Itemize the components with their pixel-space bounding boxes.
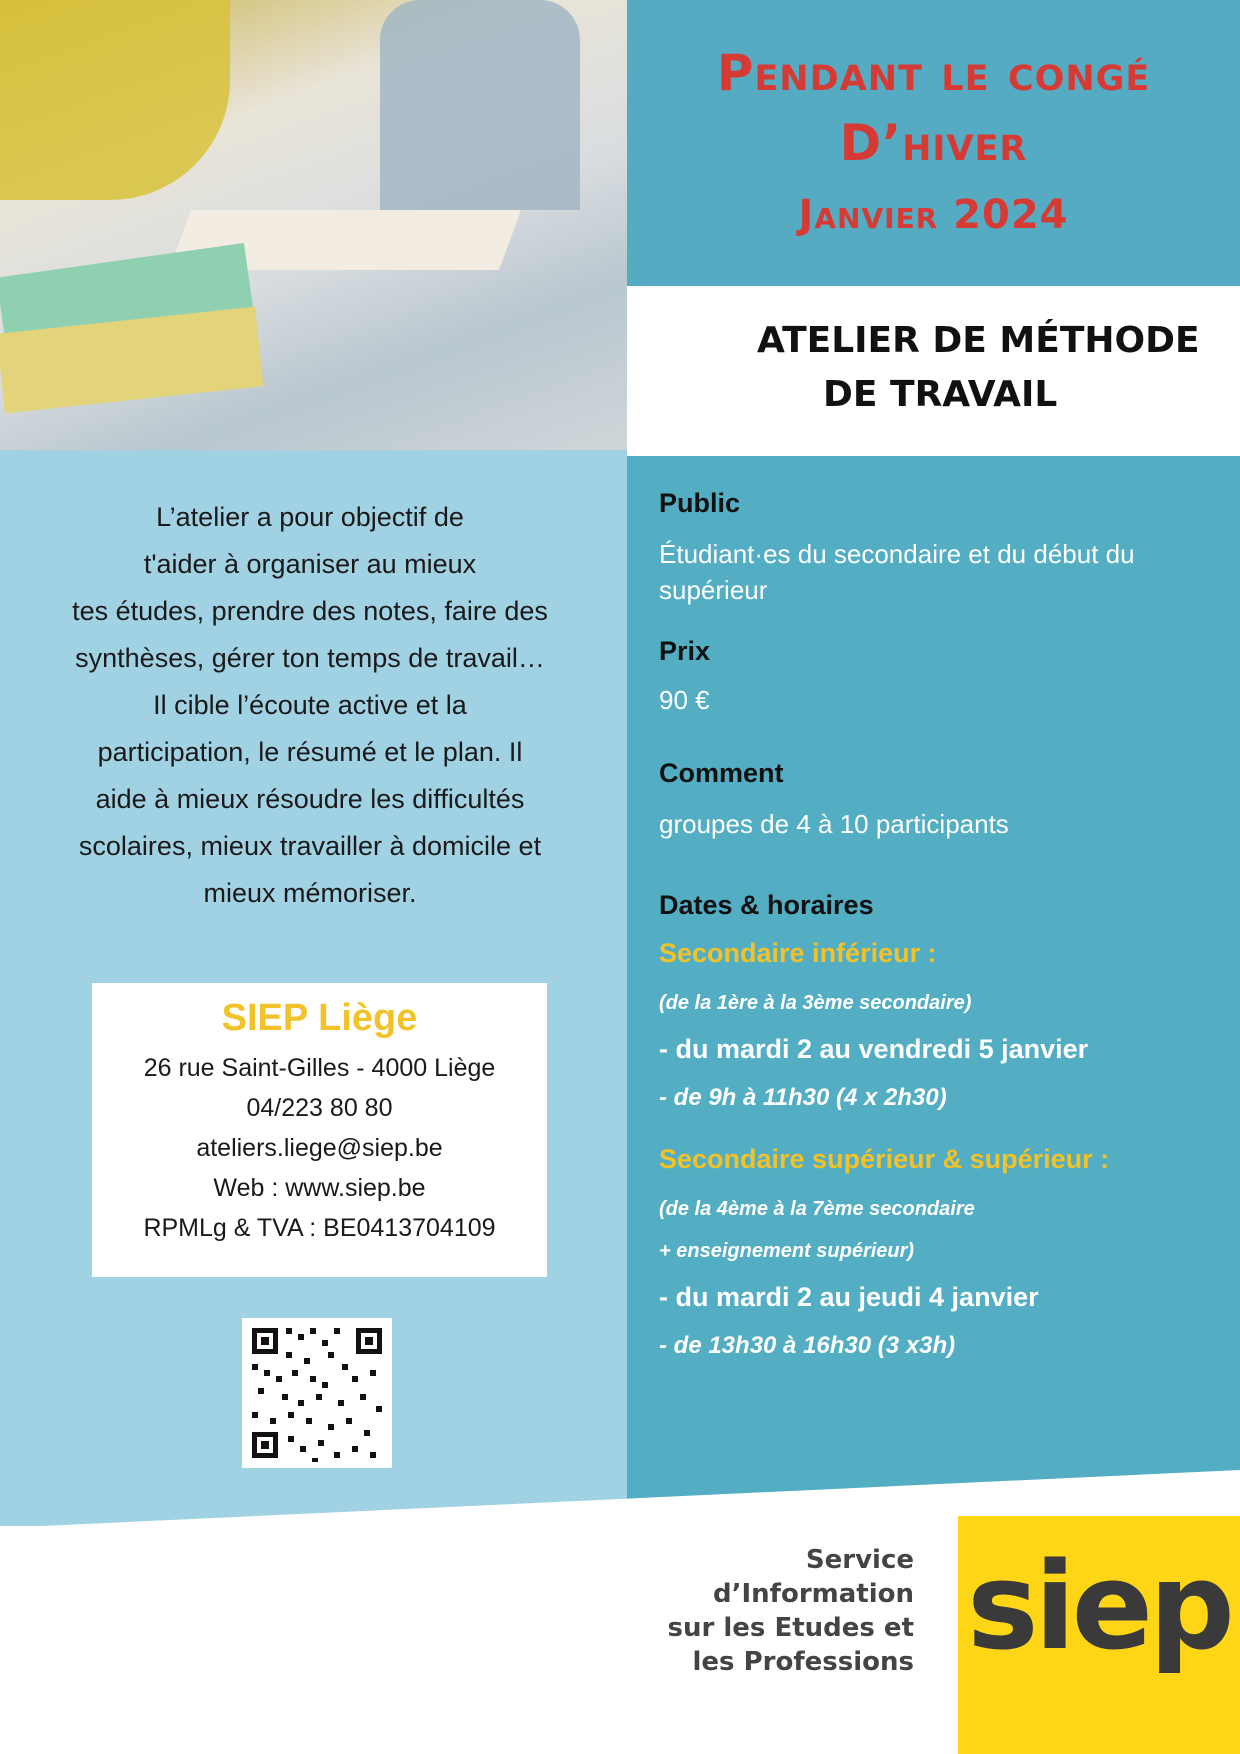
info-panel (627, 456, 1240, 1526)
session-upper-time: - de 13h30 à 16h30 (3 x3h) (659, 1332, 956, 1359)
intro-line: tes études, prendre des notes, faire des (72, 596, 548, 626)
intro-line: L’atelier a pour objectif de (156, 502, 464, 532)
public-value: Étudiant·es du secondaire et du début du (659, 539, 1135, 569)
session-lower-time: - de 9h à 11h30 (4 x 2h30) (659, 1084, 947, 1111)
left-panel (0, 450, 627, 1526)
public-value-cont: supérieur (659, 575, 768, 605)
session-lower-note: (de la 1ère à la 3ème secondaire) (659, 992, 972, 1014)
contact-phone[interactable]: 04/223 80 80 (246, 1094, 393, 1122)
session-upper-date: - du mardi 2 au jeudi 4 janvier (659, 1282, 1039, 1312)
subtitle-line-2: DE TRAVAIL (823, 374, 1058, 415)
contact-email[interactable]: ateliers.liege@siep.be (196, 1134, 443, 1162)
intro-line: synthèses, gérer ton temps de travail… (75, 643, 545, 673)
footer-line: Service (805, 1545, 914, 1575)
title-date: Janvier 2024 (798, 192, 1069, 238)
contact-vat: RPMLg & TVA : BE0413704109 (143, 1214, 496, 1242)
title-block (627, 0, 1240, 286)
subtitle-line-1: ATELIER DE MÉTHODE (757, 320, 1200, 361)
public-label: Public (659, 488, 741, 518)
session-lower-date: - du mardi 2 au vendredi 5 janvier (659, 1034, 1089, 1064)
title-line-1: Pendant le congé (716, 44, 1151, 102)
how-label: Comment (659, 758, 784, 788)
title-line-2: D’hiver (839, 114, 1028, 172)
intro-line: t'aider à organiser au mieux (143, 549, 477, 579)
header-photo (0, 0, 627, 450)
intro-text (30, 494, 590, 917)
siep-logo (958, 1516, 1240, 1754)
session-lower-title: Secondaire inférieur : (659, 938, 937, 968)
intro-line: Il cible l’écoute active et la (153, 690, 467, 720)
contact-name: SIEP Liège (221, 997, 418, 1039)
logo-text: siep (967, 1538, 1231, 1677)
qr-code-icon[interactable] (242, 1318, 392, 1468)
intro-line: participation, le résumé et le plan. Il (97, 737, 523, 767)
session-upper-note-cont: + enseignement supérieur) (659, 1240, 915, 1262)
dates-label: Dates & horaires (659, 890, 874, 920)
contact-address: 26 rue Saint-Gilles - 4000 Liège (143, 1054, 496, 1082)
footer-line: d’Information (712, 1579, 914, 1609)
contact-web[interactable]: Web : www.siep.be (213, 1174, 426, 1202)
session-upper-note: (de la 4ème à la 7ème secondaire (659, 1198, 975, 1220)
price-value: 90 € (659, 685, 710, 715)
footer-line: les Professions (692, 1647, 914, 1677)
footer-line: sur les Etudes et (667, 1613, 914, 1643)
session-upper-title: Secondaire supérieur & supérieur : (659, 1144, 1110, 1174)
intro-line: aide à mieux résoudre les difficultés (95, 784, 525, 814)
intro-line: mieux mémoriser. (203, 878, 417, 908)
subtitle-block (627, 286, 1240, 456)
footer-org-name (668, 1543, 914, 1679)
contact-box (92, 983, 547, 1277)
price-label: Prix (659, 636, 711, 666)
intro-line: scolaires, mieux travailler à domicile et (78, 831, 542, 861)
how-value: groupes de 4 à 10 participants (659, 809, 1009, 839)
